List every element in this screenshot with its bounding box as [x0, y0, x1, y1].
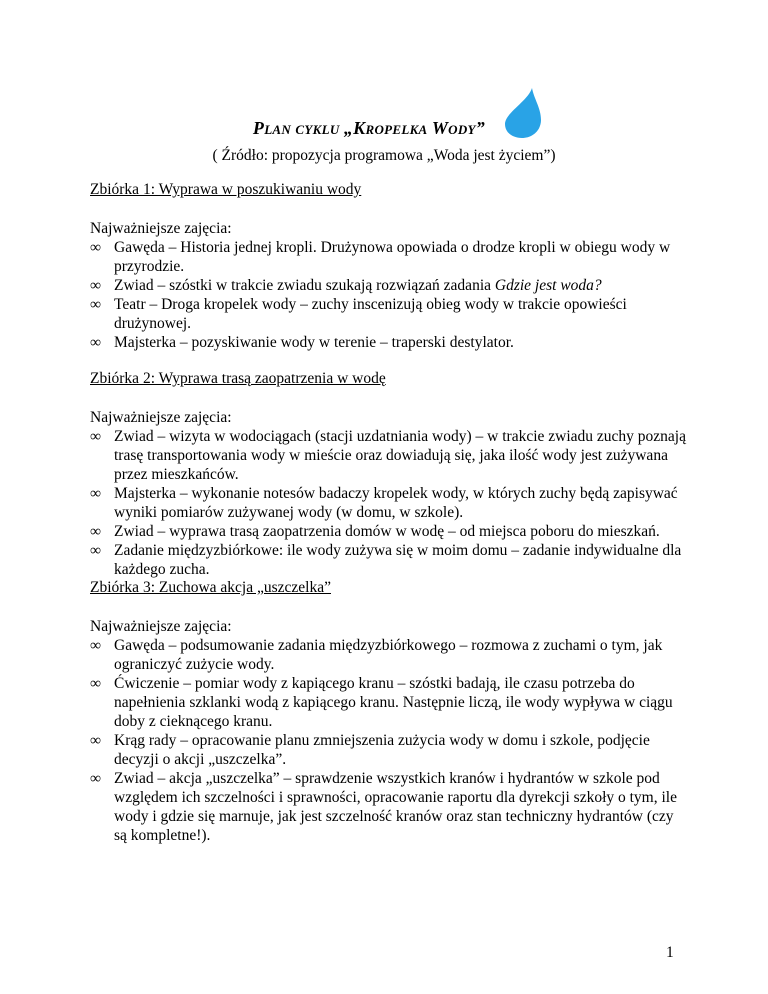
list-item: ∞ Gawęda – podsumowanie zadania międzyzbiórkowego – rozmowa z zuchami o tym, jak ograniczyć zużycie wody. [90, 637, 663, 673]
list-item: ∞ Krąg rady – opracowanie planu zmniejszenia zużycia wody w domu i szkole, podjęcie decyzji o akcji „uszczelka”. [90, 732, 650, 768]
activity-list [90, 427, 690, 579]
bullet-icon: ∞ [90, 770, 102, 787]
list-item: ∞ Zwiad – szóstki w trakcie zwiadu szukają rozwiązań zadania Gdzie jest woda? [90, 277, 602, 294]
emphasis-text: Gdzie jest woda? [494, 277, 602, 294]
bullet-icon: ∞ [90, 523, 102, 540]
section-zbiorka-3 [90, 578, 690, 845]
bullet-icon: ∞ [90, 296, 102, 313]
bullet-icon: ∞ [90, 485, 102, 502]
list-item: ∞ Zadanie międzyzbiórkowe: ile wody zużywa się w moim domu – zadanie indywidualne dla każdego zucha. [90, 542, 682, 578]
bullet-icon: ∞ [90, 732, 102, 749]
section-heading: Zbiórka 1: Wyprawa w poszukiwaniu wody [90, 181, 362, 198]
title-wrap [0, 118, 768, 139]
section-heading: Zbiórka 3: Zuchowa akcja „uszczelka” [90, 579, 331, 596]
list-item: ∞ Majsterka – wykonanie notesów badaczy kropelek wody, w których zuchy będą zapisywać wyniki pomiarów zużywanej wody (w domu, w szkole). [90, 485, 678, 521]
bullet-icon: ∞ [90, 637, 102, 654]
bullet-icon: ∞ [90, 542, 102, 559]
water-drop-icon [501, 87, 545, 139]
page-number: 1 [666, 944, 674, 961]
bullet-icon: ∞ [90, 428, 102, 445]
list-item: ∞ Zwiad – akcja „uszczelka” – sprawdzenie wszystkich kranów i hydrantów w szkole pod względem ich szczelności i sprawności, opracowanie raportu dla dyrekcji szkoły o tym, ile wody i gdzie się marnuje, jak jest szczelność kranów oraz stan techniczny hydrantów (czy są kompletne!). [90, 770, 677, 844]
section-heading: Zbiórka 2: Wyprawa trasą zaopatrzenia w wodę [90, 370, 386, 387]
list-item: ∞ Majsterka – pozyskiwanie wody w terenie – traperski destylator. [90, 334, 514, 351]
list-item: ∞ Gawęda – Historia jednej kropli. Drużynowa opowiada o drodze kropli w obiegu wody w przyrodzie. [90, 239, 671, 275]
list-item: ∞ Zwiad – wizyta w wodociągach (stacji uzdatniania wody) – w trakcie zwiadu zuchy poznają trasę transportowania wody w mieście oraz dowiadują się, jaka ilość wody jest zużywana przez mieszkańców. [90, 428, 686, 483]
activity-list [90, 238, 690, 352]
section-intro: Najważniejsze zajęcia: [90, 409, 232, 426]
bullet-icon: ∞ [90, 675, 102, 692]
source-note: ( Źródło: propozycja programowa „Woda jest życiem”) [212, 147, 556, 164]
activity-list [90, 636, 690, 845]
bullet-icon: ∞ [90, 277, 102, 294]
section-zbiorka-1 [90, 180, 690, 352]
bullet-icon: ∞ [90, 239, 102, 256]
list-item: ∞ Teatr – Droga kropelek wody – zuchy inscenizują obieg wody w trakcie opowieści drużynowej. [90, 296, 627, 332]
list-item: ∞ Zwiad – wyprawa trasą zaopatrzenia domów w wodę – od miejsca poboru do mieszkań. [90, 523, 660, 540]
list-item: ∞ Ćwiczenie – pomiar wody z kapiącego kranu – szóstki badają, ile czasu potrzeba do napełnienia szklanki wodą z kapiącego kranu. Następnie liczą, ile wody wypływa w ciągu doby z cieknącego kranu. [90, 675, 673, 730]
section-intro: Najważniejsze zajęcia: [90, 618, 232, 635]
section-zbiorka-2 [90, 369, 690, 579]
page-title: PLAN CYKLU „KROPELKA WODY” [252, 118, 486, 138]
section-intro: Najważniejsze zajęcia: [90, 220, 232, 237]
bullet-icon: ∞ [90, 334, 102, 351]
